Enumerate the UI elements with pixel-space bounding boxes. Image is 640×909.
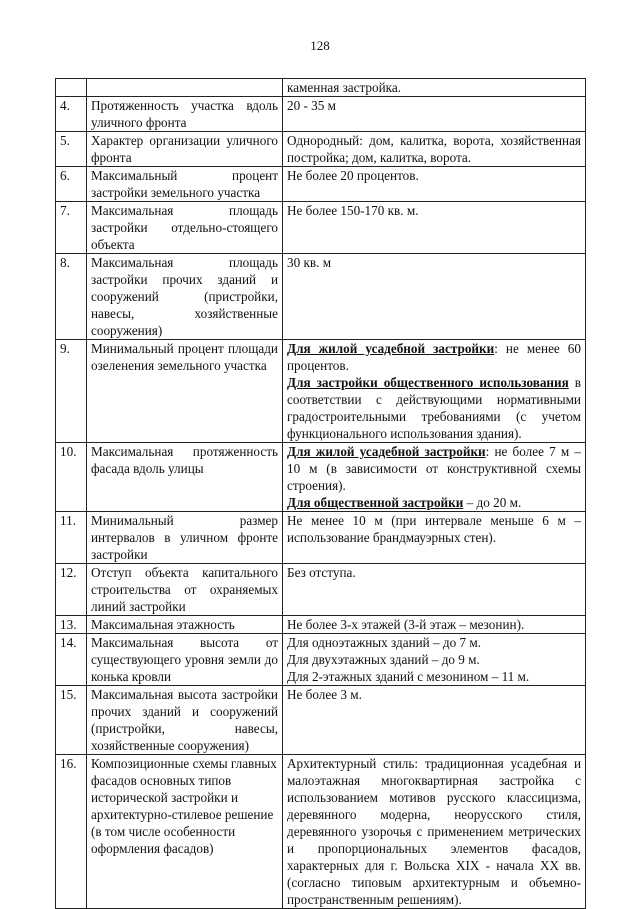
parameter-cell: Минимальный размер интервалов в уличном фронте застройки (87, 512, 283, 564)
row-number: 6. (56, 167, 87, 202)
value-line: Однородный: дом, калитка, ворота, хозяйственная постройка; дом, калитка, ворота. (287, 133, 581, 165)
value-line: 20 - 35 м (287, 98, 337, 113)
value-cell (283, 167, 586, 202)
value-cell (283, 755, 586, 909)
value-text: : не менее 60 процентов. (287, 341, 581, 373)
value-cell (283, 79, 586, 97)
parameter-cell: Композиционные схемы главных фасадов основных типов исторической застройки и архитектурно-стилевое решение (в том числе особенности оформления фасадов) (87, 755, 283, 909)
value-line: Архитектурный стиль: традиционная усадебная и малоэтажная многоквартирная застройка с использованием мотивов русского классицизма, деревянного модерна, неорусского стиля, деревянного узорочья с применением метрических и пропорциональных элементов фасадов, характерных для г. Вольска XIX - начала XX вв. (согласно типовым архитектурным и объемно-пространственным решениям). (287, 756, 581, 907)
row-number (56, 79, 87, 97)
table-row (56, 79, 586, 97)
value-paragraph (287, 340, 581, 374)
table-row (56, 132, 586, 167)
row-number: 12. (56, 564, 87, 616)
value-line: Без отступа. (287, 565, 356, 580)
value-cell (283, 340, 586, 443)
row-number: 13. (56, 616, 87, 634)
parameter-cell: Максимальная высота от существующего уровня земли до конька кровли (87, 634, 283, 686)
table-row (56, 340, 586, 443)
value-paragraph (287, 443, 581, 494)
parameter-cell: Максимальная высота застройки прочих зданий и сооружений (пристройки, навесы, хозяйственные сооружения) (87, 686, 283, 755)
parameter-cell: Протяженность участка вдоль уличного фронта (87, 97, 283, 132)
parameter-cell (87, 79, 283, 97)
value-line: 30 кв. м (287, 255, 332, 270)
table-row (56, 97, 586, 132)
row-number: 4. (56, 97, 87, 132)
table-row (56, 167, 586, 202)
value-line: Для 2-этажных зданий с мезонином – 11 м. (287, 669, 530, 684)
parameter-cell: Максимальный процент застройки земельного участка (87, 167, 283, 202)
value-cell (283, 634, 586, 686)
value-cell (283, 443, 586, 512)
row-number: 10. (56, 443, 87, 512)
table-row (56, 686, 586, 755)
row-number: 14. (56, 634, 87, 686)
table-row (56, 202, 586, 254)
row-number: 5. (56, 132, 87, 167)
value-cell (283, 564, 586, 616)
row-number: 16. (56, 755, 87, 909)
value-heading: Для общественной застройки (287, 495, 464, 510)
table-row (56, 443, 586, 512)
value-cell (283, 686, 586, 755)
row-number: 11. (56, 512, 87, 564)
value-cell (283, 616, 586, 634)
table-row (56, 512, 586, 564)
value-cell (283, 202, 586, 254)
value-cell (283, 512, 586, 564)
row-number: 9. (56, 340, 87, 443)
page-number: 128 (310, 38, 330, 53)
value-heading: Для жилой усадебной застройки (287, 341, 495, 356)
table-row (56, 254, 586, 340)
row-number: 7. (56, 202, 87, 254)
value-text: в соответствии с действующими нормативными градостроительными требованиями (с учетом функционального использования здания). (287, 375, 581, 441)
value-heading: Для застройки общественного использования (287, 375, 569, 390)
parameter-cell: Характер организации уличного фронта (87, 132, 283, 167)
value-heading: Для жилой усадебной застройки (287, 444, 486, 459)
value-line: Для одноэтажных зданий – до 7 м. (287, 635, 482, 650)
table-row (56, 755, 586, 909)
table-row (56, 616, 586, 634)
value-line: Для двухэтажных зданий – до 9 м. (287, 652, 480, 667)
value-cell (283, 97, 586, 132)
value-line: Не более 3 м. (287, 687, 362, 702)
value-text: : не более 7 м – 10 м (в зависимости от конструктивной схемы строения). (287, 444, 581, 493)
table-row (56, 564, 586, 616)
parameter-cell: Максимальная площадь застройки отдельно-стоящего объекта (87, 202, 283, 254)
value-paragraph (287, 374, 581, 442)
value-line: Не менее 10 м (при интервале меньше 6 м – использование брандмауэрных стен). (287, 513, 581, 545)
row-number: 15. (56, 686, 87, 755)
parameter-cell: Отступ объекта капитального строительства от охраняемых линий застройки (87, 564, 283, 616)
value-cell (283, 132, 586, 167)
value-line: Не более 150-170 кв. м. (287, 203, 419, 218)
regulations-table (55, 78, 586, 909)
parameter-cell: Максимальная площадь застройки прочих зданий и сооружений (пристройки, навесы, хозяйственные сооружения) (87, 254, 283, 340)
table-row (56, 634, 586, 686)
value-paragraph (287, 494, 581, 511)
value-line: Не более 3-х этажей (3-й этаж – мезонин). (287, 617, 525, 632)
parameter-cell: Минимальный процент площади озеленения земельного участка (87, 340, 283, 443)
value-cell (283, 254, 586, 340)
value-line: каменная застройка. (287, 80, 402, 95)
parameter-cell: Максимальная этажность (87, 616, 283, 634)
row-number: 8. (56, 254, 87, 340)
value-line: Не более 20 процентов. (287, 168, 419, 183)
parameter-cell: Максимальная протяженность фасада вдоль улицы (87, 443, 283, 512)
value-text: – до 20 м. (463, 495, 522, 510)
